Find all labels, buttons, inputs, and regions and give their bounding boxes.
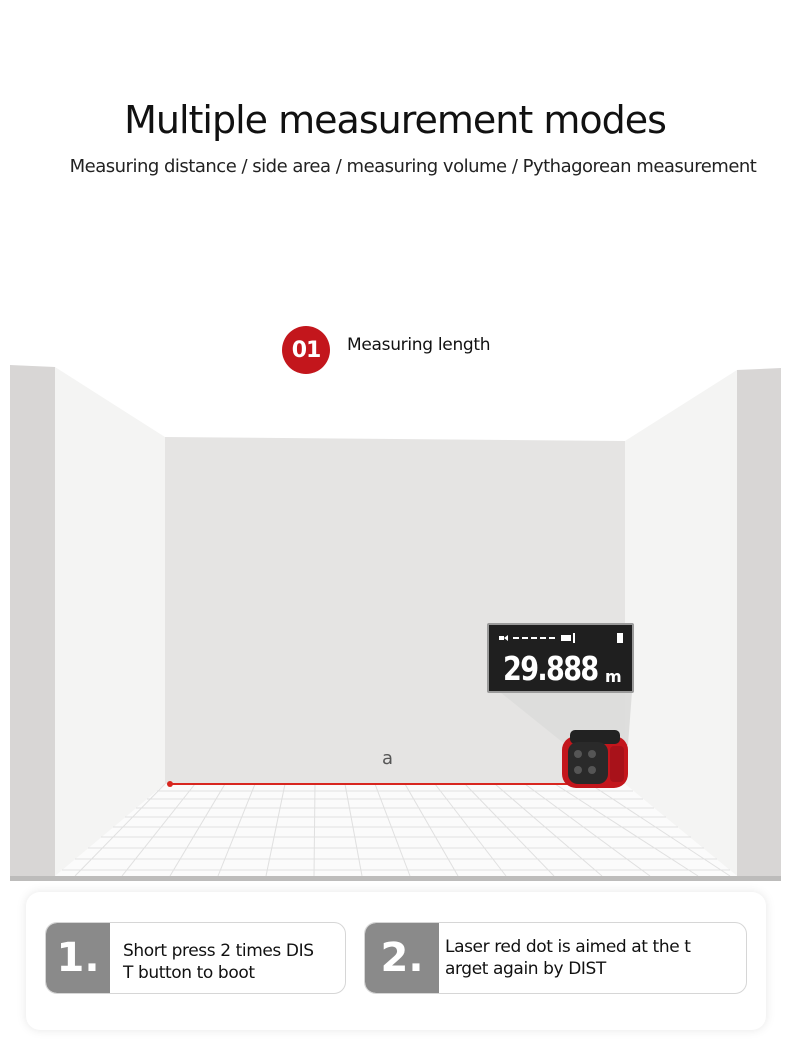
mode-label: Measuring length xyxy=(347,335,491,355)
step-text-2 xyxy=(445,936,738,980)
distance-unit: m xyxy=(605,667,622,686)
mode-number-badge: 01 xyxy=(282,326,330,374)
step-card-2 xyxy=(364,922,747,994)
floor xyxy=(55,784,737,876)
page-title: Multiple measurement modes xyxy=(124,98,666,142)
right-wall-edge xyxy=(737,368,781,880)
step-text-1-line-2: T button to boot xyxy=(123,963,255,983)
laser-tape-measure-icon xyxy=(560,728,632,790)
step-text-1 xyxy=(123,940,337,984)
room-illustration xyxy=(0,360,790,890)
step-text-2-line-2: arget again by DIST xyxy=(445,959,606,979)
measurement-display xyxy=(487,623,634,693)
step-card-1 xyxy=(45,922,346,994)
left-wall-edge xyxy=(10,365,55,878)
step-number-2: 2. xyxy=(365,923,439,993)
laser-status-icon xyxy=(499,633,624,643)
step-text-1-line-1: Short press 2 times DIS xyxy=(123,941,314,961)
distance-label: a xyxy=(382,748,394,769)
ground-base xyxy=(10,876,781,881)
distance-reading: 29.888 xyxy=(503,649,598,688)
step-text-2-line-1: Laser red dot is aimed at the t xyxy=(445,937,691,957)
page-subtitle: Measuring distance / side area / measuring volume / Pythagorean measurement xyxy=(69,156,757,177)
laser-dot xyxy=(167,781,173,787)
step-number-1: 1. xyxy=(46,923,110,993)
